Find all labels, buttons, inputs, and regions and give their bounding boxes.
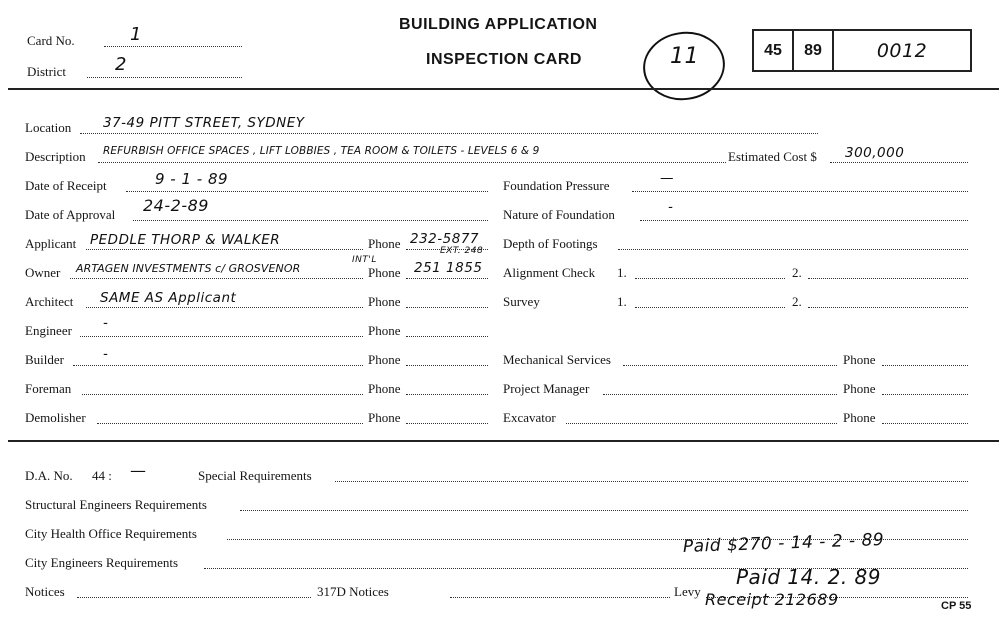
owner-dotted-line xyxy=(70,278,363,279)
levy-paid: Paid 14. 2. 89 xyxy=(736,565,881,589)
builder-phone-dotted-line xyxy=(406,365,488,366)
excavator-label: Excavator xyxy=(503,410,556,425)
builder-label: Builder xyxy=(25,352,64,367)
date-receipt-dotted-line xyxy=(126,191,488,192)
description-dotted-line xyxy=(98,162,726,163)
excavator-phone-label: Phone xyxy=(843,410,876,425)
demolisher-phone-label: Phone xyxy=(368,410,401,425)
card-no-label: Card No. xyxy=(27,33,75,48)
survey-1-label: 1. xyxy=(617,294,627,309)
alignment-check-2-label: 2. xyxy=(792,265,802,280)
foreman-dotted-line xyxy=(82,394,363,395)
estimated-cost-label: Estimated Cost $ xyxy=(728,149,817,164)
date-approval-dotted-line xyxy=(133,220,488,221)
architect-value: SAME AS Applicant xyxy=(100,290,237,306)
date-approval-label: Date of Approval xyxy=(25,207,116,222)
reference-number-boxes xyxy=(752,29,972,72)
applicant-label: Applicant xyxy=(25,236,77,251)
survey-2-dotted-line xyxy=(808,307,968,308)
circled-number: 11 xyxy=(670,44,699,69)
alignment-check-2-dotted-line xyxy=(808,278,968,279)
levy-label: Levy xyxy=(674,584,701,599)
owner-intl: INT'L xyxy=(352,255,377,265)
architect-dotted-line xyxy=(86,307,363,308)
project-manager-label: Project Manager xyxy=(503,381,590,396)
builder-dotted-line xyxy=(73,365,363,366)
special-requirements-dotted-line xyxy=(335,481,968,482)
foundation-pressure-value: — xyxy=(660,170,674,186)
excavator-dotted-line xyxy=(566,423,837,424)
description-value: REFURBISH OFFICE SPACES , LIFT LOBBIES , TEA ROOM & TOILETS - LEVELS 6 & 9 xyxy=(103,145,540,157)
form-code: CP 55 xyxy=(941,600,972,612)
structural-requirements-dotted-line xyxy=(240,510,968,511)
project-manager-phone-dotted-line xyxy=(882,394,968,395)
architect-phone-label: Phone xyxy=(368,294,401,309)
form-title-line2: INSPECTION CARD xyxy=(426,51,582,68)
builder-phone-label: Phone xyxy=(368,352,401,367)
nature-foundation-value: - xyxy=(668,199,674,215)
description-label: Description xyxy=(25,149,86,164)
foreman-phone-dotted-line xyxy=(406,394,488,395)
date-receipt-label: Date of Receipt xyxy=(25,178,107,193)
applicant-phone-ext: EXT. 248 xyxy=(440,246,484,256)
alignment-check-1-dotted-line xyxy=(635,278,785,279)
owner-phone-label: Phone xyxy=(368,265,401,280)
applicant-phone-label: Phone xyxy=(368,236,401,251)
builder-value: - xyxy=(103,346,109,362)
foreman-label: Foreman xyxy=(25,381,72,396)
nature-foundation-dotted-line xyxy=(640,220,968,221)
district-dotted-line xyxy=(87,77,242,78)
structural-requirements-label: Structural Engineers Requirements xyxy=(25,497,207,512)
da-no-label: D.A. No. xyxy=(25,468,73,483)
mechanical-services-dotted-line xyxy=(623,365,837,366)
requirements-divider xyxy=(8,440,999,442)
header-divider xyxy=(8,88,999,90)
notices-label: Notices xyxy=(25,584,65,599)
district-label: District xyxy=(27,64,66,79)
alignment-check-label: Alignment Check xyxy=(503,265,596,280)
architect-phone-dotted-line xyxy=(406,307,488,308)
estimated-cost-dotted-line xyxy=(830,162,968,163)
demolisher-dotted-line xyxy=(97,423,363,424)
receipt-note: Receipt 212689 xyxy=(705,590,839,609)
survey-2-label: 2. xyxy=(792,294,802,309)
mechanical-phone-dotted-line xyxy=(882,365,968,366)
applicant-dotted-line xyxy=(86,249,363,250)
project-manager-dotted-line xyxy=(603,394,837,395)
architect-label: Architect xyxy=(25,294,74,309)
ref-box-3: 0012 xyxy=(876,39,928,62)
demolisher-label: Demolisher xyxy=(25,410,86,425)
engineer-dotted-line xyxy=(80,336,363,337)
applicant-value: PEDDLE THORP & WALKER xyxy=(90,232,281,248)
excavator-phone-dotted-line xyxy=(882,423,968,424)
card-no-value: 1 xyxy=(130,24,142,45)
engineer-value: - xyxy=(103,315,109,331)
owner-value: ARTAGEN INVESTMENTS c/ GROSVENOR xyxy=(76,262,301,275)
date-receipt-value: 9 - 1 - 89 xyxy=(155,170,229,188)
location-label: Location xyxy=(25,120,72,135)
ref-box-2: 89 xyxy=(794,31,834,70)
nature-foundation-label: Nature of Foundation xyxy=(503,207,615,222)
survey-1-dotted-line xyxy=(635,307,785,308)
alignment-check-1-label: 1. xyxy=(617,265,627,280)
location-dotted-line xyxy=(80,133,818,134)
date-approval-value: 24-2-89 xyxy=(143,196,209,215)
depth-footings-label: Depth of Footings xyxy=(503,236,598,251)
da-no-dash: — xyxy=(130,461,147,480)
notices-317d-label: 317D Notices xyxy=(317,584,389,599)
estimated-cost-value: 300,000 xyxy=(845,145,905,161)
engineer-phone-label: Phone xyxy=(368,323,401,338)
foundation-pressure-dotted-line xyxy=(632,191,968,192)
engineer-label: Engineer xyxy=(25,323,72,338)
applicant-phone-value: 232-5877 xyxy=(410,231,479,247)
da-no-value: 44 : xyxy=(92,468,112,483)
district-value: 2 xyxy=(115,54,127,75)
special-requirements-label: Special Requirements xyxy=(198,468,312,483)
paid-note: Paid $270 - 14 - 2 - 89 xyxy=(682,529,885,557)
demolisher-phone-dotted-line xyxy=(406,423,488,424)
health-requirements-label: City Health Office Requirements xyxy=(25,526,197,541)
city-engineers-requirements-label: City Engineers Requirements xyxy=(25,555,179,570)
survey-label: Survey xyxy=(503,294,540,309)
ref-box-1: 45 xyxy=(754,31,794,70)
notices-dotted-line xyxy=(77,597,311,598)
owner-phone-dotted-line xyxy=(406,278,488,279)
owner-phone-value: 251 1855 xyxy=(414,260,483,276)
mechanical-services-label: Mechanical Services xyxy=(503,352,611,367)
notices-317d-dotted-line xyxy=(450,597,670,598)
engineer-phone-dotted-line xyxy=(406,336,488,337)
form-title-line1: BUILDING APPLICATION xyxy=(399,16,598,33)
location-value: 37-49 PITT STREET, SYDNEY xyxy=(103,115,305,131)
mechanical-phone-label: Phone xyxy=(843,352,876,367)
foreman-phone-label: Phone xyxy=(368,381,401,396)
card-no-dotted-line xyxy=(104,46,242,47)
depth-footings-dotted-line xyxy=(618,249,968,250)
owner-label: Owner xyxy=(25,265,61,280)
project-manager-phone-label: Phone xyxy=(843,381,876,396)
foundation-pressure-label: Foundation Pressure xyxy=(503,178,610,193)
